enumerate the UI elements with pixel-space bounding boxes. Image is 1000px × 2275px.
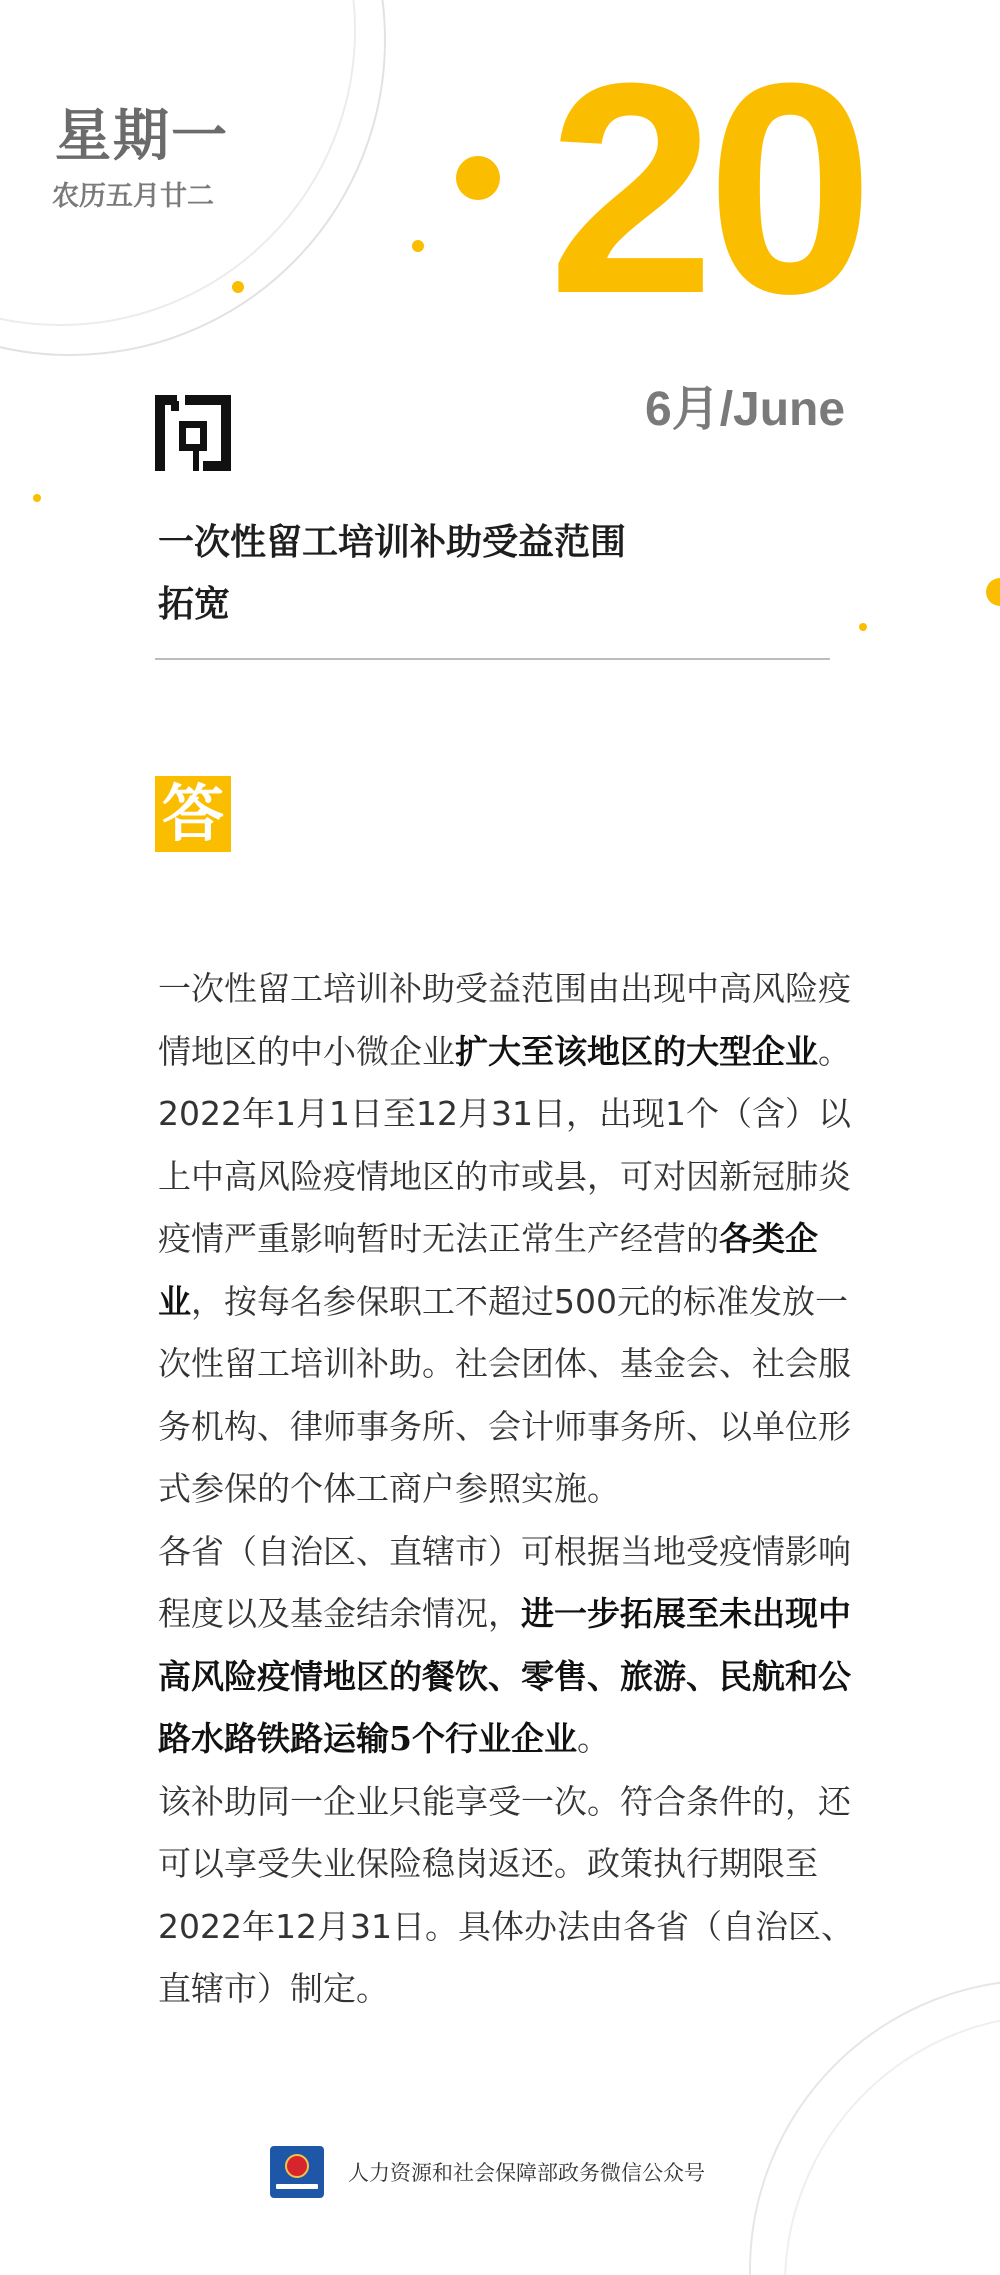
month-label: 6月/June bbox=[645, 383, 846, 436]
answer-paragraph-2: 2022年1月1日至12月31日，出现1个（含）以上中高风险疫情地区的市或县，可对因新冠肺炎疫情严重影响暂时无法正常生产经营的各类企业，按每名参保职工不超过500元的标准发放一次性留工培训补助。社会团体、基金会、社会服务机构、律师事务所、会计师事务所、以单位形式参保的个体工商户参照实施。 bbox=[158, 1094, 851, 1508]
deco-dot bbox=[859, 623, 867, 631]
answer-body bbox=[158, 958, 870, 2021]
emphasis: 进一步拓展至未出现中高风险疫情地区的餐饮、零售、旅游、民航和公路水路铁路运输5个行业企业 bbox=[158, 1594, 851, 1758]
answer-paragraph-4: 该补助同一企业只能享受一次。符合条件的，还可以享受失业保险稳岗返还。政策执行期限至2022年12月31日。具体办法由各省（自治区、直辖市）制定。 bbox=[158, 1781, 854, 2008]
deco-dot bbox=[412, 240, 424, 252]
day-number: 20 bbox=[548, 20, 866, 356]
deco-ring-bottom-inner bbox=[785, 2015, 1000, 2275]
ministry-emblem-icon bbox=[270, 2146, 324, 2198]
question-line-1: 一次性留工培训补助受益范围 bbox=[158, 522, 627, 563]
question-line-2: 拓宽 bbox=[158, 584, 231, 625]
question-text bbox=[158, 512, 718, 636]
deco-dot bbox=[232, 281, 244, 293]
divider bbox=[155, 658, 830, 660]
deco-ring-bottom-outer bbox=[750, 1980, 1000, 2275]
deco-dot-large bbox=[456, 156, 500, 200]
footer bbox=[270, 2142, 705, 2202]
lunar-date: 农历五月廿二 bbox=[52, 181, 214, 212]
footer-account-name: 人力资源和社会保障部政务微信公众号 bbox=[348, 2161, 705, 2185]
emphasis: 各类企业 bbox=[158, 1219, 818, 1321]
answer-paragraph-3: 各省（自治区、直辖市）可根据当地受疫情影响程度以及基金结余情况，进一步拓展至未出现中高风险疫情地区的餐饮、零售、旅游、民航和公路水路铁路运输5个行业企业。 bbox=[158, 1531, 851, 1758]
answer-icon: 答 bbox=[155, 776, 231, 852]
deco-dot bbox=[33, 494, 41, 502]
question-icon bbox=[155, 395, 231, 471]
weekday: 星期一 bbox=[55, 104, 229, 169]
emphasis: 扩大至该地区的大型企业 bbox=[455, 1031, 818, 1071]
answer-paragraph-1: 一次性留工培训补助受益范围由出现中高风险疫情地区的中小微企业扩大至该地区的大型企业。 bbox=[158, 969, 851, 1071]
deco-dot-edge bbox=[986, 578, 1000, 606]
